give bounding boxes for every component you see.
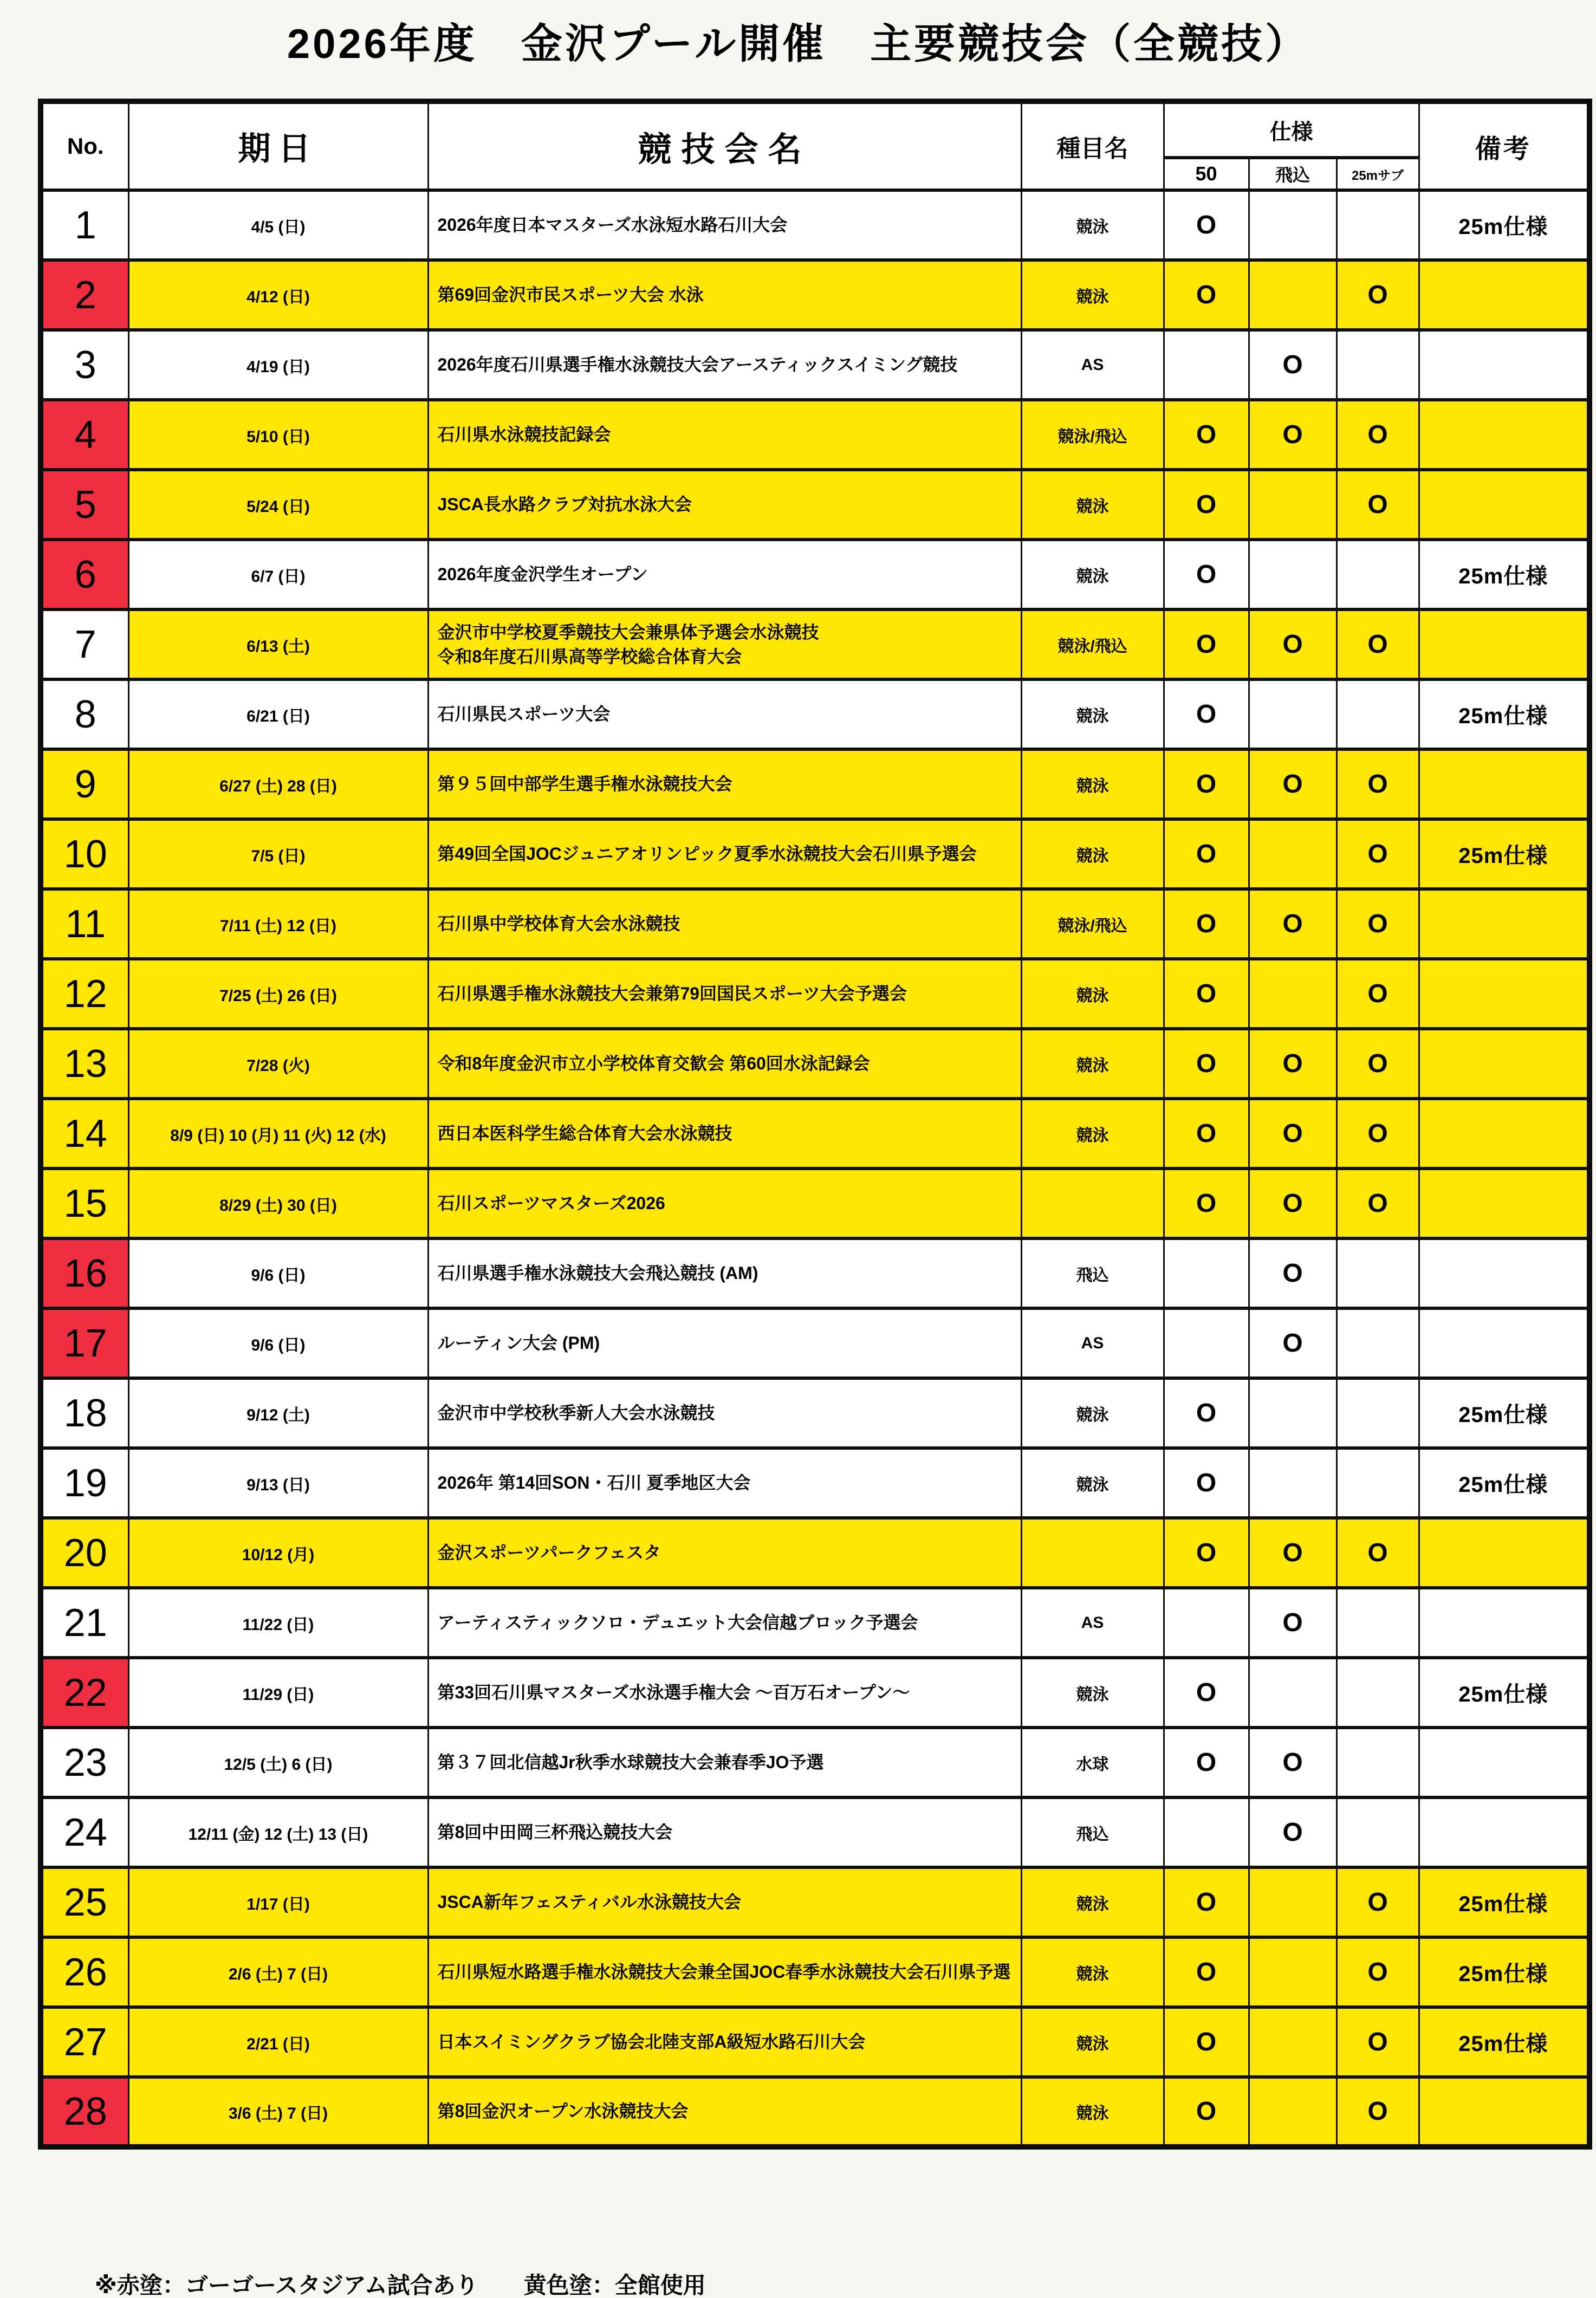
competition-name-line: 2026年 第14回SON・石川 夏季地区大会 (437, 1473, 751, 1493)
row-spec-25msub (1337, 1448, 1419, 1518)
row-spec-25msub (1337, 679, 1419, 749)
row-event-type: 水球 (1021, 1728, 1164, 1797)
table-row (41, 1797, 1589, 1867)
row-date: 7/5 (日) (128, 819, 428, 889)
row-note (1419, 1728, 1589, 1797)
row-competition-name (428, 1378, 1021, 1448)
table-row (41, 1518, 1589, 1588)
row-number: 17 (41, 1308, 128, 1378)
header-competition-name: 競技会名 (428, 101, 1021, 190)
competition-name-line: 令和8年度石川県高等学校総合体育大会 (437, 646, 742, 666)
row-number: 26 (41, 1937, 128, 2007)
row-spec-50: O (1164, 819, 1249, 889)
competition-name-line: アーティスティックソロ・デュエット大会信越ブロック予選会 (437, 1613, 918, 1633)
row-note (1419, 1308, 1589, 1378)
row-date: 11/29 (日) (128, 1658, 428, 1728)
row-spec-50: O (1164, 959, 1249, 1029)
row-spec-dive (1249, 679, 1337, 749)
row-event-type: 競泳 (1021, 819, 1164, 889)
row-event-type: 競泳 (1021, 190, 1164, 260)
row-event-type: 飛込 (1021, 1797, 1164, 1867)
row-date: 9/6 (日) (128, 1308, 428, 1378)
table-row (41, 260, 1589, 330)
row-spec-50: O (1164, 1378, 1249, 1448)
row-number: 24 (41, 1797, 128, 1867)
table-row (41, 1588, 1589, 1658)
row-spec-dive: O (1249, 749, 1337, 819)
competition-name-line: 金沢市中学校秋季新人大会水泳競技 (437, 1403, 715, 1423)
row-spec-25msub: O (1337, 819, 1419, 889)
row-spec-dive (1249, 190, 1337, 260)
header-date: 期日 (128, 101, 428, 190)
row-spec-50: O (1164, 1867, 1249, 1937)
table-row (41, 679, 1589, 749)
row-spec-dive: O (1249, 1029, 1337, 1099)
row-date: 9/12 (土) (128, 1378, 428, 1448)
row-spec-dive (1249, 260, 1337, 330)
row-competition-name (428, 1937, 1021, 2007)
row-date: 6/27 (土) 28 (日) (128, 749, 428, 819)
competition-name-line: 石川県水泳競技記録会 (437, 425, 611, 445)
row-spec-50: O (1164, 1448, 1249, 1518)
competition-name-line: 西日本医科学生総合体育大会水泳競技 (437, 1124, 732, 1144)
row-competition-name (428, 190, 1021, 260)
row-date: 6/21 (日) (128, 679, 428, 749)
header-event-type: 種目名 (1021, 101, 1164, 190)
row-competition-name (428, 889, 1021, 959)
row-date: 4/19 (日) (128, 330, 428, 400)
competition-name-line: 石川県選手権水泳競技大会兼第79回国民スポーツ大会予選会 (437, 984, 907, 1004)
row-note (1419, 400, 1589, 470)
table-row (41, 1867, 1589, 1937)
row-number: 4 (41, 400, 128, 470)
row-event-type: 競泳 (1021, 260, 1164, 330)
row-spec-50: O (1164, 1518, 1249, 1588)
row-spec-25msub: O (1337, 959, 1419, 1029)
row-spec-50 (1164, 330, 1249, 400)
row-spec-dive: O (1249, 609, 1337, 679)
row-spec-25msub: O (1337, 260, 1419, 330)
row-spec-25msub: O (1337, 889, 1419, 959)
row-date: 9/6 (日) (128, 1238, 428, 1308)
row-event-type: 競泳 (1021, 2007, 1164, 2077)
row-spec-25msub: O (1337, 1029, 1419, 1099)
row-number: 1 (41, 190, 128, 260)
row-spec-50 (1164, 1308, 1249, 1378)
row-spec-50: O (1164, 400, 1249, 470)
row-spec-dive: O (1249, 1169, 1337, 1238)
header-no: No. (41, 101, 128, 190)
table-row (41, 400, 1589, 470)
row-event-type: 競泳 (1021, 540, 1164, 609)
table-row (41, 1029, 1589, 1099)
table-row (41, 2077, 1589, 2147)
competition-name-line: 第３７回北信越Jr秋季水球競技大会兼春季JO予選 (437, 1752, 824, 1773)
row-event-type: 競泳 (1021, 1378, 1164, 1448)
row-number: 14 (41, 1099, 128, 1169)
row-number: 19 (41, 1448, 128, 1518)
row-note: 25m仕様 (1419, 679, 1589, 749)
row-spec-dive (1249, 540, 1337, 609)
row-spec-25msub (1337, 1378, 1419, 1448)
row-competition-name (428, 1308, 1021, 1378)
table-row (41, 609, 1589, 679)
row-number: 2 (41, 260, 128, 330)
row-number: 20 (41, 1518, 128, 1588)
row-number: 25 (41, 1867, 128, 1937)
row-note: 25m仕様 (1419, 1448, 1589, 1518)
row-spec-25msub: O (1337, 609, 1419, 679)
row-spec-50: O (1164, 1658, 1249, 1728)
row-event-type: 競泳/飛込 (1021, 889, 1164, 959)
row-note (1419, 1518, 1589, 1588)
row-event-type: 競泳 (1021, 1448, 1164, 1518)
row-note (1419, 609, 1589, 679)
table-row (41, 1099, 1589, 1169)
row-event-type: 競泳 (1021, 679, 1164, 749)
row-spec-50: O (1164, 1937, 1249, 2007)
row-spec-25msub (1337, 1658, 1419, 1728)
competition-name-line: JSCA新年フェスティバル水泳競技大会 (437, 1892, 742, 1912)
row-spec-50 (1164, 1238, 1249, 1308)
row-spec-dive (1249, 1867, 1337, 1937)
row-date: 7/28 (火) (128, 1029, 428, 1099)
competition-name-line: 2026年度日本マスターズ水泳短水路石川大会 (437, 215, 788, 235)
competition-name-line: 第９５回中部学生選手権水泳競技大会 (437, 774, 732, 794)
table-body (41, 190, 1589, 2147)
row-event-type: 競泳 (1021, 470, 1164, 540)
row-competition-name (428, 260, 1021, 330)
row-date: 4/12 (日) (128, 260, 428, 330)
row-spec-dive: O (1249, 330, 1337, 400)
row-date: 5/24 (日) (128, 470, 428, 540)
row-spec-25msub (1337, 540, 1419, 609)
header-note: 備考 (1419, 101, 1589, 190)
row-spec-dive: O (1249, 1308, 1337, 1378)
row-competition-name (428, 679, 1021, 749)
row-number: 15 (41, 1169, 128, 1238)
row-spec-25msub: O (1337, 2007, 1419, 2077)
row-event-type: 競泳 (1021, 1099, 1164, 1169)
footnote: ※赤塗：ゴーゴースタジアム試合あり 黄色塗：全館使用 (95, 2273, 706, 2298)
row-spec-50: O (1164, 889, 1249, 959)
row-spec-dive: O (1249, 889, 1337, 959)
table-row (41, 1728, 1589, 1797)
competition-name-line: 石川県中学校体育大会水泳競技 (437, 914, 680, 934)
row-spec-dive: O (1249, 1797, 1337, 1867)
row-number: 10 (41, 819, 128, 889)
competition-name-line: 2026年度金沢学生オープン (437, 564, 648, 585)
row-note: 25m仕様 (1419, 1937, 1589, 2007)
row-competition-name (428, 1797, 1021, 1867)
competition-name-line: 石川県短水路選手権水泳競技大会兼全国JOC春季水泳競技大会石川県予選 (437, 1962, 1011, 1982)
row-date: 2/6 (土) 7 (日) (128, 1937, 428, 2007)
row-number: 13 (41, 1029, 128, 1099)
table-row (41, 190, 1589, 260)
row-spec-50: O (1164, 1169, 1249, 1238)
row-competition-name (428, 1099, 1021, 1169)
row-spec-25msub: O (1337, 470, 1419, 540)
table-row (41, 330, 1589, 400)
competition-name-line: 石川県民スポーツ大会 (437, 704, 611, 724)
row-note (1419, 260, 1589, 330)
row-spec-dive (1249, 2077, 1337, 2147)
row-note (1419, 889, 1589, 959)
row-spec-50: O (1164, 749, 1249, 819)
row-spec-50: O (1164, 1029, 1249, 1099)
row-spec-dive: O (1249, 1518, 1337, 1588)
row-spec-25msub: O (1337, 2077, 1419, 2147)
row-note: 25m仕様 (1419, 1378, 1589, 1448)
table-row (41, 1308, 1589, 1378)
row-spec-dive (1249, 1937, 1337, 2007)
row-date: 1/17 (日) (128, 1867, 428, 1937)
row-note: 25m仕様 (1419, 540, 1589, 609)
row-spec-dive (1249, 959, 1337, 1029)
row-competition-name (428, 609, 1021, 679)
row-event-type: AS (1021, 330, 1164, 400)
header-spec-dive: 飛込 (1249, 158, 1337, 190)
row-spec-25msub: O (1337, 1518, 1419, 1588)
row-note (1419, 330, 1589, 400)
row-number: 9 (41, 749, 128, 819)
row-competition-name (428, 959, 1021, 1029)
row-date: 10/12 (月) (128, 1518, 428, 1588)
competition-table (38, 99, 1592, 2150)
table-row (41, 2007, 1589, 2077)
row-competition-name (428, 400, 1021, 470)
row-spec-50: O (1164, 2077, 1249, 2147)
row-spec-25msub (1337, 190, 1419, 260)
header-spec-50: 50 (1164, 158, 1249, 190)
table-row (41, 1378, 1589, 1448)
row-spec-50: O (1164, 540, 1249, 609)
row-competition-name (428, 1728, 1021, 1797)
table-row (41, 1937, 1589, 2007)
row-competition-name (428, 330, 1021, 400)
row-spec-50: O (1164, 470, 1249, 540)
row-note (1419, 749, 1589, 819)
row-number: 8 (41, 679, 128, 749)
table-row (41, 1448, 1589, 1518)
row-spec-dive (1249, 2007, 1337, 2077)
row-event-type: 競泳/飛込 (1021, 400, 1164, 470)
row-date: 8/29 (土) 30 (日) (128, 1169, 428, 1238)
row-competition-name (428, 1867, 1021, 1937)
row-competition-name (428, 470, 1021, 540)
competition-name-line: 2026年度石川県選手権水泳競技大会アースティックスイミング競技 (437, 355, 958, 375)
table-row (41, 1169, 1589, 1238)
row-note (1419, 959, 1589, 1029)
row-competition-name (428, 749, 1021, 819)
row-event-type: 競泳 (1021, 2077, 1164, 2147)
row-spec-dive (1249, 1378, 1337, 1448)
table-row (41, 959, 1589, 1029)
page-title: 2026年度 金沢プール開催 主要競技会（全競技） (287, 21, 1309, 67)
competition-name-line: 第69回金沢市民スポーツ大会 水泳 (437, 285, 704, 305)
row-spec-50: O (1164, 679, 1249, 749)
row-number: 12 (41, 959, 128, 1029)
competition-name-line: 第33回石川県マスターズ水泳選手権大会 ～百万石オープン～ (437, 1683, 910, 1703)
row-date: 6/7 (日) (128, 540, 428, 609)
row-spec-dive: O (1249, 1099, 1337, 1169)
row-number: 18 (41, 1378, 128, 1448)
competition-name-line: 第49回全国JOCジュニアオリンピック夏季水泳競技大会石川県予選会 (437, 844, 977, 864)
row-competition-name (428, 540, 1021, 609)
table-row (41, 540, 1589, 609)
competition-name-line: 金沢スポーツパークフェスタ (437, 1543, 661, 1563)
row-note (1419, 1169, 1589, 1238)
competition-name-line: 第8回金沢オープン水泳競技大会 (437, 2101, 689, 2121)
row-event-type: 競泳 (1021, 1937, 1164, 2007)
competition-name-line: 日本スイミングクラブ協会北陸支部A級短水路石川大会 (437, 2032, 866, 2052)
row-note (1419, 1588, 1589, 1658)
row-number: 3 (41, 330, 128, 400)
row-note (1419, 1238, 1589, 1308)
header-spec-25msub: 25mサブ (1337, 158, 1419, 190)
table-row (41, 749, 1589, 819)
row-spec-dive (1249, 819, 1337, 889)
row-event-type: 競泳 (1021, 1867, 1164, 1937)
row-number: 28 (41, 2077, 128, 2147)
row-spec-dive: O (1249, 1728, 1337, 1797)
row-competition-name (428, 1169, 1021, 1238)
row-date: 2/21 (日) (128, 2007, 428, 2077)
row-note: 25m仕様 (1419, 1867, 1589, 1937)
competition-name-line: 石川県選手権水泳競技大会飛込競技 (AM) (437, 1263, 758, 1283)
row-spec-25msub (1337, 330, 1419, 400)
row-event-type: 飛込 (1021, 1238, 1164, 1308)
row-spec-50 (1164, 1588, 1249, 1658)
row-spec-25msub: O (1337, 1937, 1419, 2007)
row-number: 5 (41, 470, 128, 540)
row-event-type: 競泳 (1021, 749, 1164, 819)
row-date: 12/5 (土) 6 (日) (128, 1728, 428, 1797)
row-date: 7/11 (土) 12 (日) (128, 889, 428, 959)
row-date: 12/11 (金) 12 (土) 13 (日) (128, 1797, 428, 1867)
row-number: 23 (41, 1728, 128, 1797)
row-spec-25msub (1337, 1238, 1419, 1308)
row-date: 9/13 (日) (128, 1448, 428, 1518)
row-note (1419, 1029, 1589, 1099)
row-spec-dive: O (1249, 1238, 1337, 1308)
row-competition-name (428, 1448, 1021, 1518)
row-number: 21 (41, 1588, 128, 1658)
row-spec-dive (1249, 470, 1337, 540)
table-row (41, 1658, 1589, 1728)
row-note: 25m仕様 (1419, 1658, 1589, 1728)
row-note: 25m仕様 (1419, 819, 1589, 889)
competition-name-line: 第8回中田岡三杯飛込競技大会 (437, 1822, 673, 1842)
row-event-type (1021, 1518, 1164, 1588)
row-spec-25msub (1337, 1308, 1419, 1378)
row-note: 25m仕様 (1419, 2007, 1589, 2077)
row-spec-dive (1249, 1448, 1337, 1518)
row-date: 3/6 (土) 7 (日) (128, 2077, 428, 2147)
row-date: 7/25 (土) 26 (日) (128, 959, 428, 1029)
row-note (1419, 1099, 1589, 1169)
row-event-type: 競泳 (1021, 1658, 1164, 1728)
row-date: 8/9 (日) 10 (月) 11 (火) 12 (水) (128, 1099, 428, 1169)
row-spec-25msub (1337, 1588, 1419, 1658)
row-note: 25m仕様 (1419, 190, 1589, 260)
row-spec-25msub (1337, 1797, 1419, 1867)
row-spec-25msub: O (1337, 749, 1419, 819)
competition-name-line: JSCA長水路クラブ対抗水泳大会 (437, 495, 692, 515)
row-spec-dive: O (1249, 1588, 1337, 1658)
row-number: 6 (41, 540, 128, 609)
row-date: 11/22 (日) (128, 1588, 428, 1658)
header-spec-group: 仕様 (1164, 101, 1419, 158)
row-event-type: 競泳 (1021, 959, 1164, 1029)
row-competition-name (428, 1029, 1021, 1099)
competition-name-line: 令和8年度金沢市立小学校体育交歓会 第60回水泳記録会 (437, 1054, 870, 1074)
row-spec-50: O (1164, 1728, 1249, 1797)
row-note (1419, 1797, 1589, 1867)
row-spec-50: O (1164, 2007, 1249, 2077)
row-event-type: 競泳/飛込 (1021, 609, 1164, 679)
row-spec-50: O (1164, 190, 1249, 260)
row-competition-name (428, 1658, 1021, 1728)
table-row (41, 889, 1589, 959)
row-event-type: 競泳 (1021, 1029, 1164, 1099)
row-spec-50: O (1164, 1099, 1249, 1169)
header-row-main (41, 101, 1589, 158)
table-header (41, 101, 1589, 190)
row-event-type: AS (1021, 1588, 1164, 1658)
row-spec-50: O (1164, 609, 1249, 679)
row-spec-50: O (1164, 260, 1249, 330)
row-spec-25msub: O (1337, 1867, 1419, 1937)
row-date: 4/5 (日) (128, 190, 428, 260)
competition-name-line: 石川スポーツマスターズ2026 (437, 1193, 665, 1213)
row-spec-50 (1164, 1797, 1249, 1867)
row-spec-25msub: O (1337, 1099, 1419, 1169)
row-competition-name (428, 1518, 1021, 1588)
row-competition-name (428, 1238, 1021, 1308)
row-spec-25msub: O (1337, 400, 1419, 470)
table-row (41, 819, 1589, 889)
row-competition-name (428, 1588, 1021, 1658)
table-row (41, 1238, 1589, 1308)
row-number: 22 (41, 1658, 128, 1728)
row-note (1419, 470, 1589, 540)
row-spec-dive: O (1249, 400, 1337, 470)
table-row (41, 470, 1589, 540)
row-competition-name (428, 2007, 1021, 2077)
row-number: 7 (41, 609, 128, 679)
row-spec-25msub: O (1337, 1169, 1419, 1238)
row-event-type: AS (1021, 1308, 1164, 1378)
row-spec-dive (1249, 1658, 1337, 1728)
row-number: 27 (41, 2007, 128, 2077)
row-date: 5/10 (日) (128, 400, 428, 470)
row-spec-25msub (1337, 1728, 1419, 1797)
row-event-type (1021, 1169, 1164, 1238)
row-number: 11 (41, 889, 128, 959)
competition-name-line: 金沢市中学校夏季競技大会兼県体予選会水泳競技 (437, 622, 819, 642)
row-competition-name (428, 819, 1021, 889)
row-date: 6/13 (土) (128, 609, 428, 679)
competition-name-line: ルーティン大会 (PM) (437, 1333, 600, 1353)
row-competition-name (428, 2077, 1021, 2147)
row-number: 16 (41, 1238, 128, 1308)
row-note (1419, 2077, 1589, 2147)
